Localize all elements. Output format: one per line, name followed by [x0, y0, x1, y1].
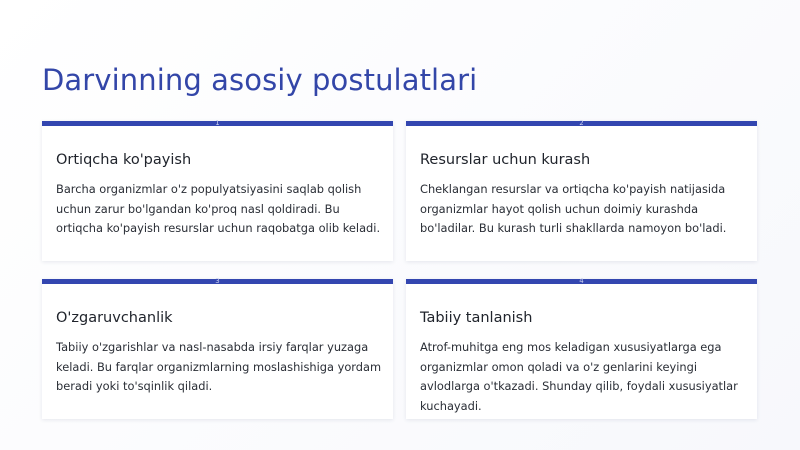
postulate-card-natural-selection — [406, 279, 757, 419]
card-number: 2 — [579, 119, 584, 127]
slide-title: Darvinning asosiy postulatlari — [42, 63, 478, 98]
card-body: Atrof-muhitga eng mos keladigan xususiyatlarga ega organizmlar omon qoladi va o'z genlarini keyingi avlodlarga o'tkazadi. Shunday qilib, foydali xususiyatlar kuchayadi. — [420, 340, 738, 413]
postulate-card-overproduction — [42, 121, 393, 261]
card-number: 3 — [215, 277, 220, 285]
card-body: Barcha organizmlar o'z populyatsiyasini saqlab qolish uchun zarur bo'lgandan ko'proq nasl qoldiradi. Bu ortiqcha ko'payish resurslar uchun raqobatga olib keladi. — [56, 182, 381, 236]
card-body: Tabiiy o'zgarishlar va nasl-nasabda irsiy farqlar yuzaga keladi. Bu farqlar organizmlarning moslashishiga yordam beradi yoki to'sqinlik qiladi. — [56, 340, 382, 394]
card-title: Tabiiy tanlanish — [420, 310, 533, 326]
card-number: 1 — [215, 119, 220, 127]
card-title: Resurslar uchun kurash — [420, 152, 591, 168]
card-number: 4 — [579, 277, 584, 285]
card-title: O'zgaruvchanlik — [56, 310, 173, 326]
card-title: Ortiqcha ko'payish — [56, 152, 192, 168]
postulate-card-variation — [42, 279, 393, 419]
card-body: Cheklangan resurslar va ortiqcha ko'payish natijasida organizmlar hayot qolish uchun doimiy kurashda bo'ladilar. Bu kurash turli shakllarda namoyon bo'ladi. — [420, 182, 727, 236]
postulate-card-struggle — [406, 121, 757, 261]
